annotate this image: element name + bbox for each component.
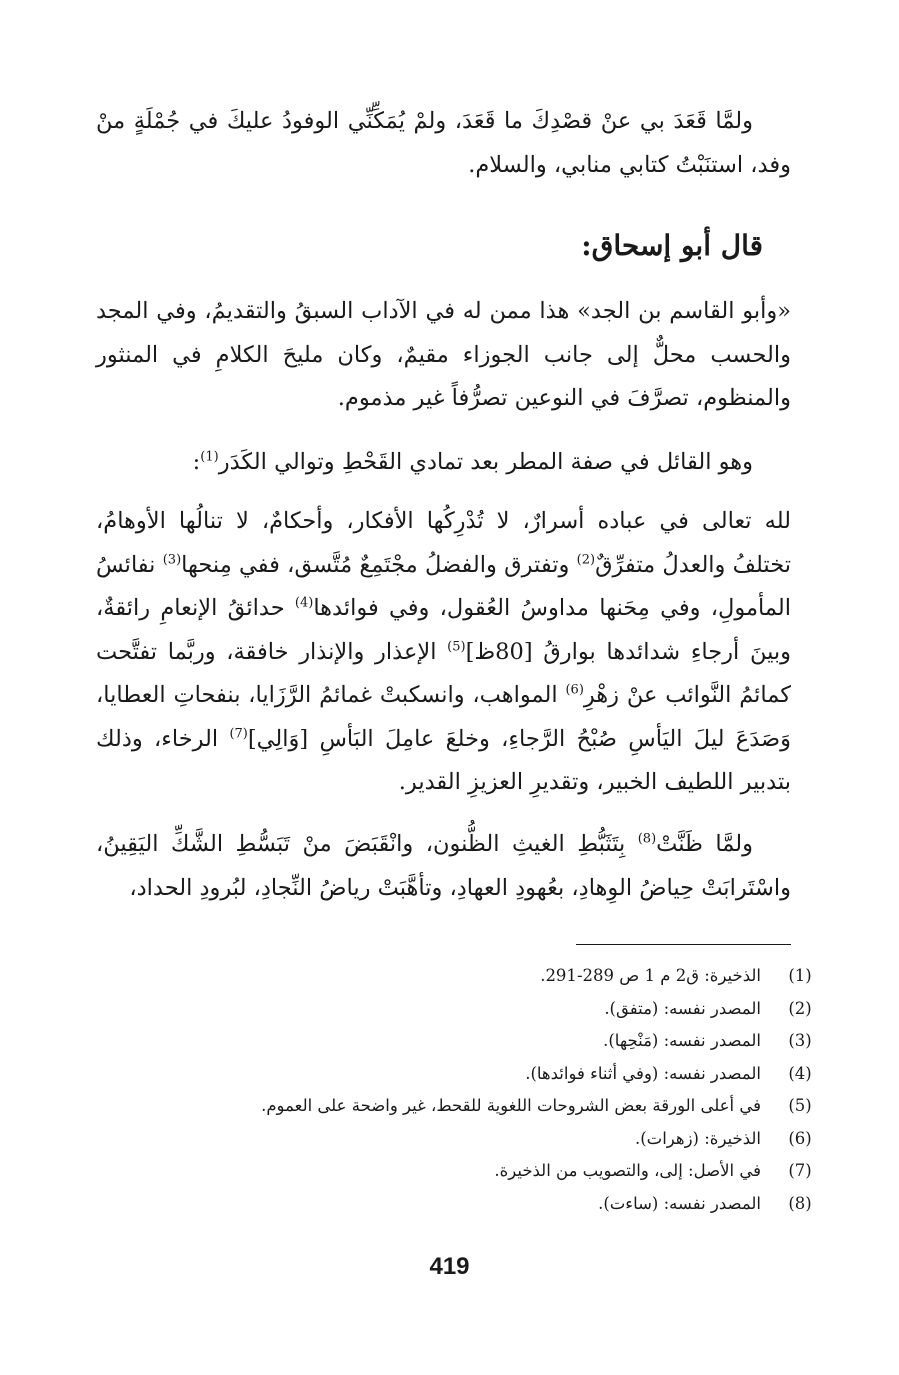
footnote-number: (7)	[788, 1161, 812, 1180]
intro-paragraph	[96, 100, 791, 187]
footnote-item	[180, 1188, 839, 1221]
footnote-item	[180, 1025, 839, 1058]
footnote-item	[180, 1155, 839, 1188]
footnote-item	[180, 1090, 839, 1123]
author-paragraph	[96, 290, 791, 421]
footnote-text: المصدر نفسه: (مَنْحِها).	[603, 1031, 761, 1050]
footnote-text: المصدر نفسه: (وفي أثناء فوائدها).	[525, 1063, 761, 1083]
footnote-divider	[576, 944, 791, 945]
footnote-ref-5: (5)	[447, 639, 466, 654]
footnote-ref-2: (2)	[576, 552, 596, 567]
prose-segment: المواهب، وانسكبتْ غمائمُ الرَّزَايا، بنفحاتِ العطايا، وَصَدَعَ ليلَ اليَأسِ صُبْحُ الرَّجاءِ، وخلعَ عامِلَ البَأسِ [وَالِي]	[96, 682, 791, 752]
closing-text	[96, 823, 791, 910]
page-number: 419	[429, 1253, 470, 1280]
footnote-text: المصدر نفسه: (متفق).	[604, 998, 761, 1018]
footnote-item	[180, 960, 839, 993]
context-end: :	[192, 449, 201, 475]
author-text: «وأبو القاسم بن الجد» هذا ممن له في الآداب السبقُ والتقديمُ، وفي المجد والحسب محلٌّ إلى جانب الجوزاء مقيمٌ، وكان مليحَ الكلامِ في المنثور والمنظوم، تصرَّفَ في النوعين تصرُّفاً غير مذموم.	[96, 298, 791, 411]
intro-text: ولمَّا قَعَدَ بي عنْ قصْدِكَ ما قَعَدَ، ولمْ يُمَكِّنِّي الوفودُ عليكَ في جُمْلَةٍ منْ وفد، استنَبْتُ كتابي منابي، والسلام.	[96, 108, 791, 178]
section-heading: قال أبو إسحاق:	[581, 229, 763, 262]
context-line	[96, 441, 791, 485]
footnote-number: (3)	[788, 1031, 812, 1050]
closing-paragraph	[96, 823, 791, 910]
quoted-prose	[96, 500, 791, 805]
footnote-ref-7: (7)	[229, 726, 248, 741]
footnote-ref-1: (1)	[200, 449, 219, 465]
footnote-text: الذخيرة: (زهرات).	[634, 1128, 761, 1148]
footnote-number: (1)	[788, 966, 812, 985]
context-paragraph	[96, 441, 791, 485]
prose-segment: حدائقُ الإنعامِ رائقةٌ، وبينَ أرجاءِ شدائدها بوارقُ [80ظ]	[96, 595, 792, 665]
footnote-item	[180, 1123, 839, 1156]
footnotes-list	[180, 960, 839, 1220]
prose-segment: بِتَثَبُّطِ الغيثِ الظُّنون، وانْقَبَضَ منْ تَبَسُّطِ الشَّكِّ اليَقِينُ، واسْتَرابَتْ حِياضُ الوِهادِ، بعُهودِ العهادِ، وتأهَّبَتْ رياضُ النِّجادِ، لبُرودِ الحداد،	[96, 831, 791, 901]
context-text: وهو القائل في صفة المطر بعد تمادي القَحْطِ وتوالي الكَدَر	[218, 449, 753, 475]
footnote-item	[180, 993, 839, 1026]
footnote-text: الذخيرة: ق2 م 1 ص 289-291.	[540, 966, 761, 985]
footnote-number: (4)	[788, 1063, 812, 1083]
footnote-text: في أعلى الورقة بعض الشروحات اللغوية للقحط، غير واضحة على العموم.	[261, 1096, 761, 1115]
prose-segment: الرخاء، وذلك بتدبير اللطيف الخبير، وتقديرِ العزيزِ القدير.	[96, 725, 791, 795]
footnote-item	[180, 1058, 839, 1091]
footnote-ref-3: (3)	[162, 552, 182, 567]
footnote-ref-8: (8)	[637, 831, 657, 847]
prose-segment: ولمَّا ظَنَّتْ	[656, 831, 753, 857]
prose-segment: وتفترق والفضلُ مجْتَمِعٌ مُتَّسق، ففي مِنحها	[181, 551, 577, 578]
footnote-ref-4: (4)	[294, 595, 314, 611]
footnote-number: (5)	[788, 1096, 812, 1115]
footnote-text: المصدر نفسه: (ساءت).	[598, 1193, 761, 1213]
prose-segment: الإعذار والإنذار خافقة، وربَّما تفتَّحت كمائمُ النَّوائب عنْ زهْرِ	[96, 638, 791, 708]
prose-segment: لله تعالى في عباده أسرارٌ، لا تُدْرِكُها الأفكار، وأحكامٌ، لا تنالُها الأوهامُ، تختلفُ والعدلُ متفرِّقٌ	[96, 508, 791, 578]
footnote-number: (8)	[788, 1193, 812, 1213]
quoted-prose-paragraph	[96, 500, 791, 805]
footnote-ref-6: (6)	[565, 682, 584, 698]
footnote-text: في الأصل: إلى، والتصويب من الذخيرة.	[494, 1161, 761, 1180]
prose-segment: نفائسُ المأمولِ، وفي مِحَنها مداوسُ العُقول، وفي فوائدها	[96, 551, 791, 621]
footnote-number: (6)	[788, 1128, 812, 1148]
footnote-number: (2)	[788, 998, 812, 1018]
